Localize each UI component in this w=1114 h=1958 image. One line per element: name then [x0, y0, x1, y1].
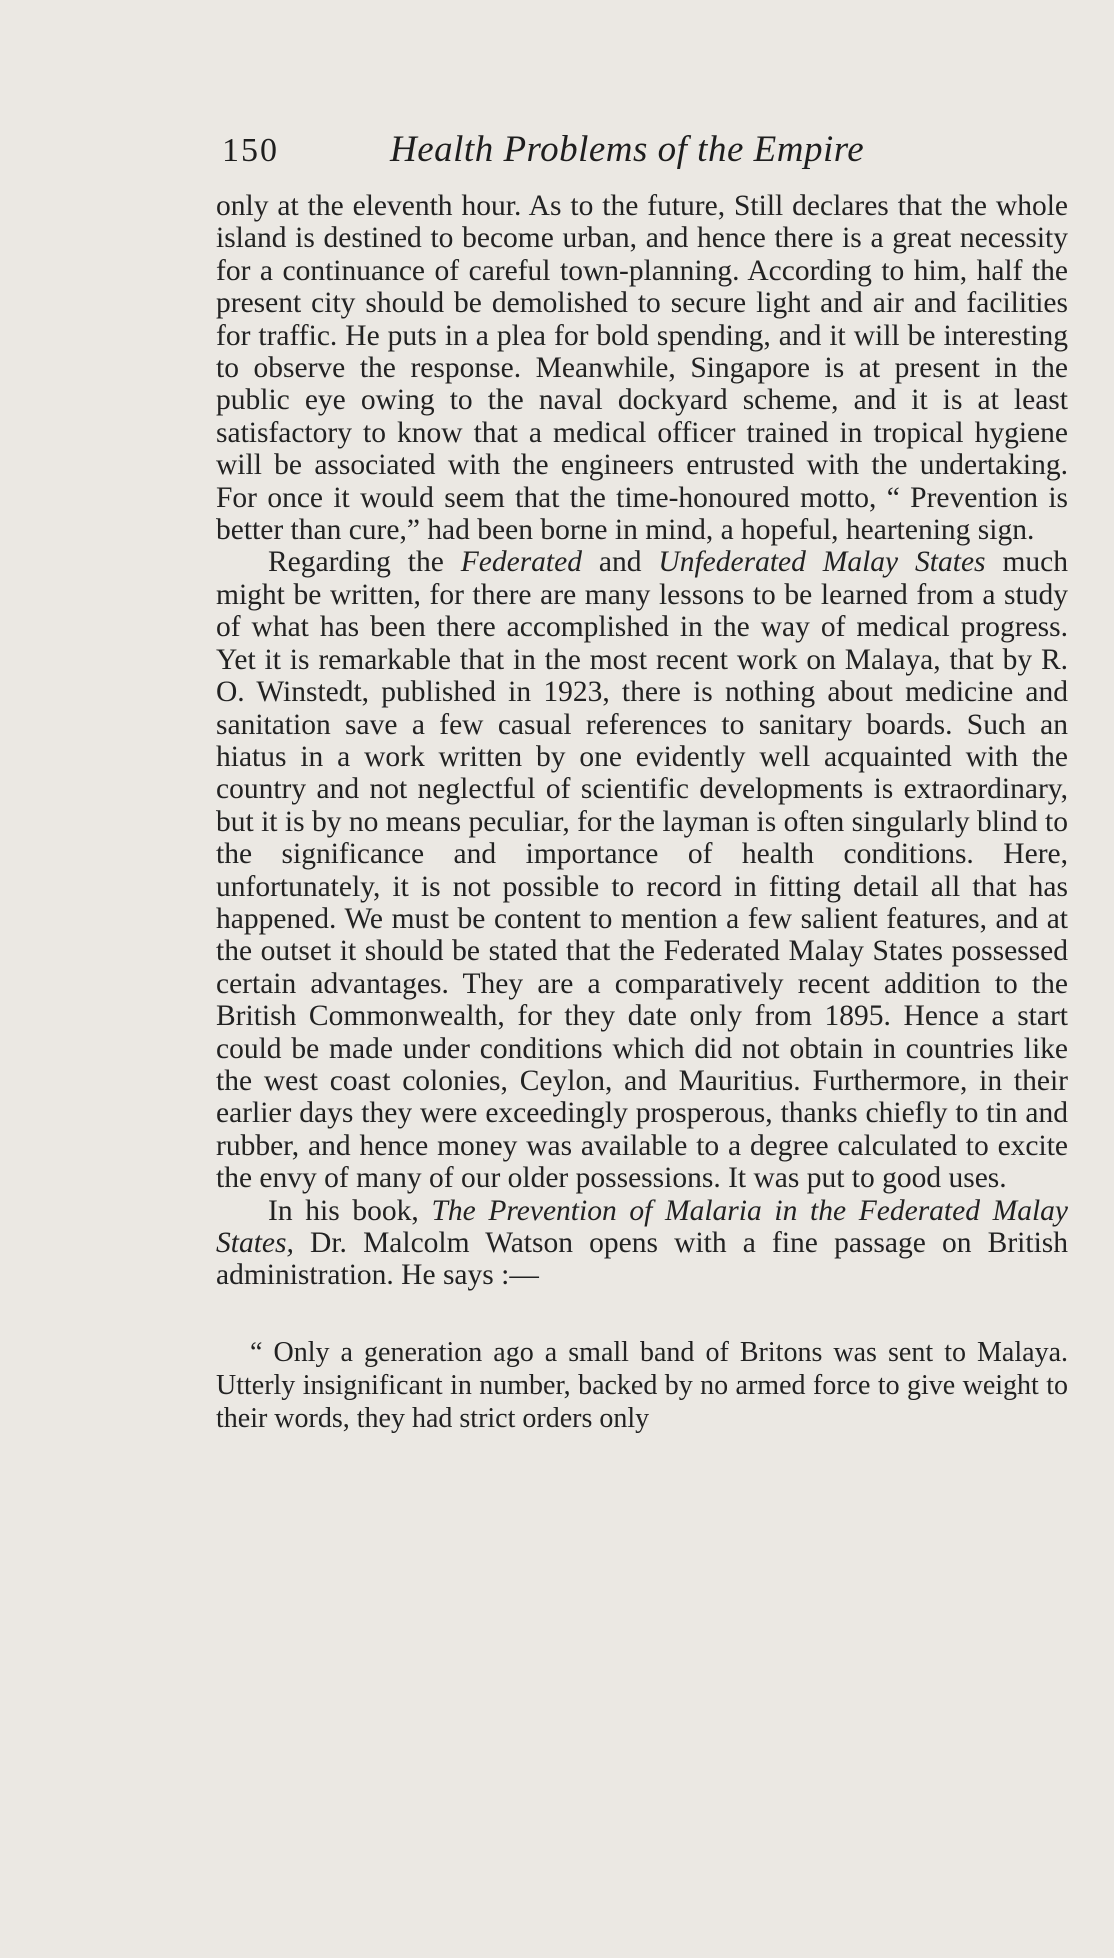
page-header — [222, 128, 1070, 184]
paragraph-3-book-title: The Prevention of Malaria in the Federated Malay States, — [216, 1194, 1069, 1259]
paragraph-2 — [216, 546, 1068, 1194]
paragraph-3 — [216, 1195, 1068, 1292]
body-text — [216, 190, 1068, 1435]
paragraph-2-italic-federated: Federated — [460, 546, 582, 579]
paragraph-3-lead: In his book, — [268, 1194, 432, 1227]
paragraph-3-body: Dr. Malcolm Watson opens with a fine passage on British administration. He says :— — [216, 1227, 1068, 1292]
paragraph-2-between: and — [581, 546, 659, 579]
paragraph-2-body: much might be written, for there are many lessons to be learned from a study of what has been there accomplished in the way of medical progress. Yet it is remarkable that in the most recent work on Malaya, that by R. O. Winstedt, published in 1923, there is nothing about medicine and sanitation save a few casual references to sanitary boards. Such an hiatus in a work written by one evidently well acquainted with the country and not neglectful of scientific developments is extraordinary, but it is by no means peculiar, for the layman is often singularly blind to the significance and importance of health conditions. Here, unfortunately, it is not possible to record in fitting detail all that has happened. We must be content to mention a few salient features, and at the outset it should be stated that the Federated Malay States possessed certain advantages. They are a comparatively recent addition to the British Commonwealth, for they date only from 1895. Hence a start could be made under conditions which did not obtain in countries like the west coast colonies, Ceylon, and Mauritius. Furthermore, in their earlier days they were exceedingly prosperous, thanks chiefly to tin and rubber, and hence money was available to a degree calculated to excite the envy of many of our older possessions. It was put to good uses. — [216, 546, 1068, 1195]
paragraph-1: only at the eleventh hour. As to the future, Still declares that the whole island is destined to become urban, and hence there is a great necessity for a continuance of careful town-planning. According to him, half the present city should be demolished to secure light and air and facilities for traffic. He puts in a plea for bold spending, and it will be interesting to observe the response. Meanwhile, Singapore is at present in the public eye owing to the naval dockyard scheme, and it is at least satisfactory to know that a medical officer trained in tropical hygiene will be associated with the engineers entrusted with the undertaking. For once it would seem that the time-honoured motto, “ Prevention is better than cure,” had been borne in mind, a hopeful, heartening sign. — [216, 190, 1068, 547]
running-title: Health Problems of the Empire — [390, 129, 865, 170]
paragraph-2-italic-unfederated: Unfederated Malay States — [658, 546, 986, 579]
block-quote: “ Only a generation ago a small band of Britons was sent to Malaya. Utterly insignificant in number, backed by no armed force to give weight to their words, they had strict orders only — [216, 1336, 1068, 1434]
page-number: 150 — [222, 132, 279, 169]
paragraph-2-lead: Regarding the — [268, 546, 461, 579]
